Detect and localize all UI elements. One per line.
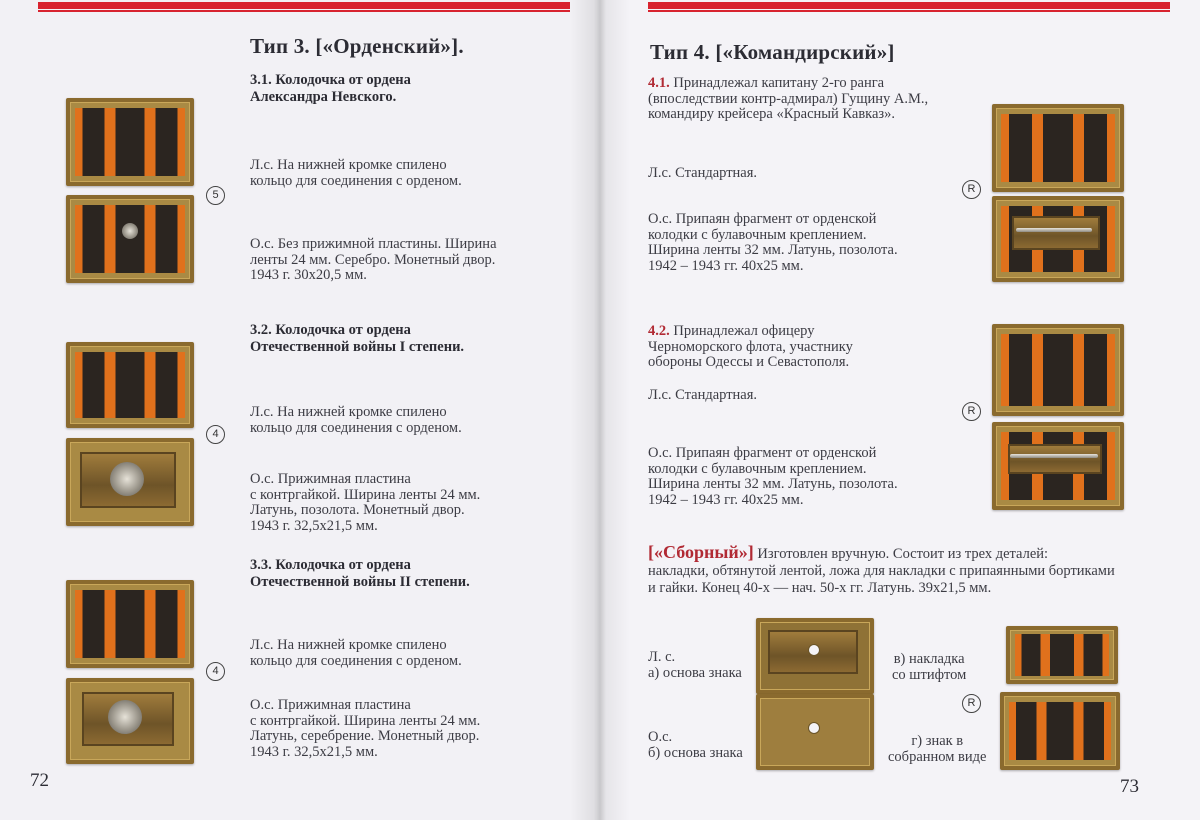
right-page (596, 0, 1200, 820)
ribbon-bar-front (992, 104, 1124, 192)
reverse-text: О.с. Без прижимной пластины. Ширина ленты 24 мм. Серебро. Монетный двор. 1943 г. 30x20,5 мм. (250, 236, 497, 283)
grade-marker: 5 (206, 186, 225, 205)
assembled-title: [«Сборный»] (648, 542, 754, 562)
section-title: 3.3. Колодочка от ордена Отечественной войны II степени. (250, 557, 470, 590)
assembled-badge (1000, 692, 1120, 770)
ribbon-bar-back (66, 438, 194, 526)
section-description: 4.1. Принадлежал капитану 2-го ранга (впоследствии контр-адмирал) Гущину А.М., командиру крейсера «Красный Кавказ». (648, 75, 929, 122)
ribbon-bar-back (66, 195, 194, 283)
ribbon-bar-front (992, 324, 1124, 416)
ribbon-bar-back (992, 196, 1124, 282)
assembled-text: Изготовлен вручную. Состоит из трех деталей: (757, 546, 1049, 562)
assembled-text: и гайки. Конец 40-х — нач. 50-х гг. Латунь. 39x21,5 мм. (648, 580, 992, 596)
grade-marker: 4 (206, 425, 225, 444)
reverse-text: О.с. Припаян фрагмент от орденской колодки с булавочным креплением. Ширина ленты 32 мм. Латунь, позолота. 1942 – 1943 гг. 40x25 мм. (648, 211, 898, 274)
section-number: 4.2. (648, 323, 670, 339)
counter-nut (108, 700, 142, 734)
grade-marker: R (962, 694, 981, 713)
ribbon-bar-back (66, 678, 194, 764)
obverse-text: Л.с. На нижней кромке спилено кольцо для соединения с орденом. (250, 637, 462, 669)
base-back (756, 694, 874, 770)
grade-marker: R (962, 402, 981, 421)
pin-plate (1012, 216, 1100, 250)
overlay-with-pin (1006, 626, 1118, 684)
section-title: 3.2. Колодочка от ордена Отечественной войны I степени. (250, 322, 465, 355)
obverse-text: Л.с. Стандартная. (648, 387, 758, 403)
section-description: 4.2. Принадлежал офицеру Черноморского флота, участнику обороны Одессы и Севастополя. (648, 323, 853, 370)
section-title: 3.1. Колодочка от ордена Александра Невского. (250, 72, 411, 105)
reverse-text: О.с. Прижимная пластина с контргайкой. Ширина ленты 24 мм. Латунь, позолота. Монетный двор. 1943 г. 32,5x21,5 мм. (250, 471, 481, 534)
assembled-text: накладки, обтянутой лентой, ложа для накладки с припаянными бортиками (648, 563, 1115, 579)
ribbon-bar-front (66, 580, 194, 668)
left-page (0, 0, 596, 820)
obverse-text: Л.с. На нижней кромке спилено кольцо для соединения с орденом. (250, 157, 462, 189)
reverse-text: О.с. Припаян фрагмент от орденской колодки с булавочным креплением. Ширина ленты 32 мм. Латунь, позолота. 1942 – 1943 гг. 40x25 мм. (648, 445, 898, 508)
safety-pin (1016, 228, 1092, 232)
rivet (122, 223, 138, 239)
ribbon-bar-front (66, 98, 194, 186)
safety-pin (1010, 454, 1098, 458)
top-red-rule (38, 2, 570, 10)
base-front (756, 618, 874, 694)
top-red-rule (648, 2, 1170, 10)
grade-marker: 4 (206, 662, 225, 681)
page-heading: Тип 4. [«Командирский»] (650, 40, 895, 64)
assembled-section (648, 544, 1188, 597)
obverse-text: Л.с. Стандартная. (648, 165, 758, 181)
label-a: Л. с. а) основа знака (648, 649, 742, 681)
label-d: г) знак в собранном виде (888, 733, 987, 765)
ribbon-bar-front (66, 342, 194, 428)
ribbon-bar-back (992, 422, 1124, 510)
grade-marker: R (962, 180, 981, 199)
page-heading: Тип 3. [«Орденский»]. (250, 34, 464, 58)
reverse-text: О.с. Прижимная пластина с контргайкой. Ширина ленты 24 мм. Латунь, серебрение. Монетный двор. 1943 г. 32,5x21,5 мм. (250, 697, 481, 760)
pin-plate (1008, 444, 1102, 474)
page-number: 72 (30, 770, 49, 791)
page-number: 73 (1120, 776, 1139, 797)
label-b: О.с. б) основа знака (648, 729, 743, 761)
obverse-text: Л.с. На нижней кромке спилено кольцо для соединения с орденом. (250, 404, 462, 436)
label-c: в) накладка со штифтом (892, 651, 967, 683)
section-number: 4.1. (648, 75, 670, 91)
counter-nut (110, 462, 144, 496)
